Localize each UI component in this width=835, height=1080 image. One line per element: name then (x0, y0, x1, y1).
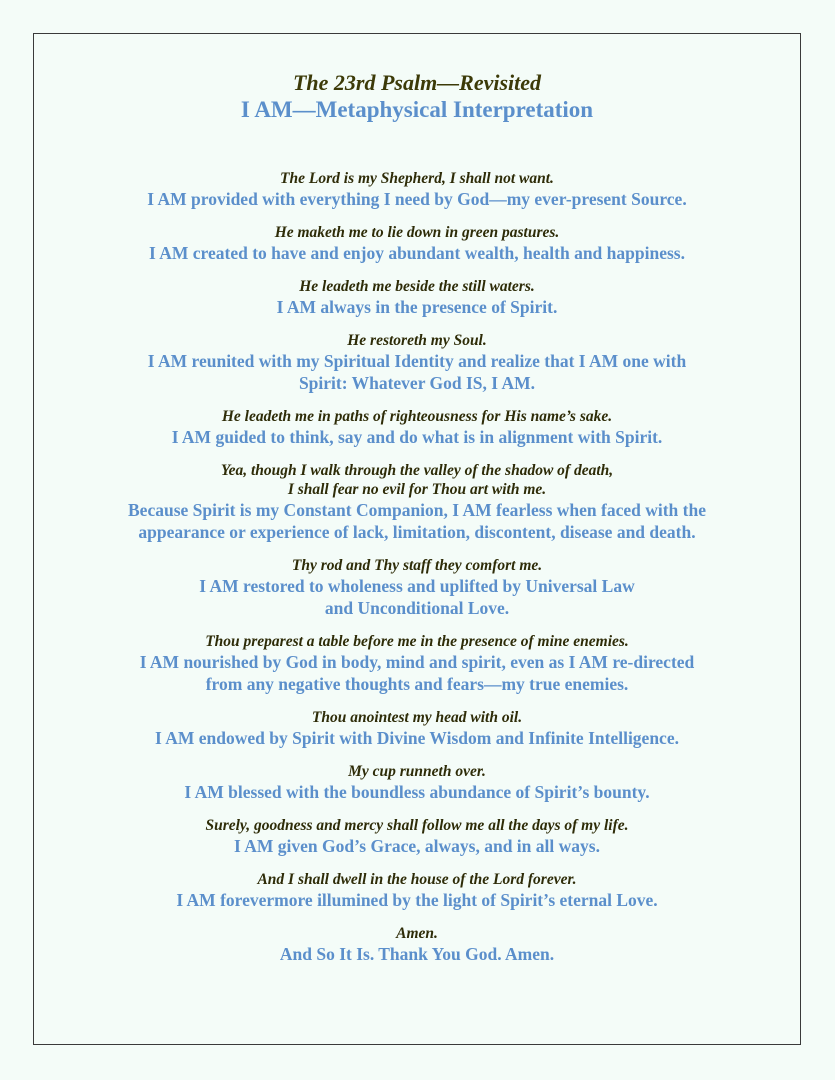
psalm-verse-line: Thou preparest a table before me in the presence of mine enemies. (205, 633, 629, 650)
psalm-verse (33, 407, 801, 426)
affirmation (33, 499, 801, 543)
stanza (33, 331, 801, 394)
psalm-verse (33, 870, 801, 889)
affirmation-line: And So It Is. Thank You God. Amen. (279, 944, 555, 964)
psalm-verse-line: He maketh me to lie down in green pastures. (274, 224, 560, 241)
affirmation-line: Because Spirit is my Constant Companion, I AM fearless when faced with the (128, 500, 706, 520)
affirmation-line: I AM always in the presence of Spirit. (276, 297, 558, 317)
stanza (33, 816, 801, 857)
psalm-verse-line: My cup runneth over. (348, 763, 486, 780)
affirmation-line: I AM reunited with my Spiritual Identity and realize that I AM one with (147, 351, 687, 371)
stanza (33, 223, 801, 264)
psalm-verse-line: Surely, goodness and mercy shall follow me all the days of my life. (205, 817, 629, 834)
affirmation (33, 575, 801, 619)
affirmation (33, 426, 801, 448)
verses-list (33, 169, 801, 978)
psalm-verse (33, 632, 801, 651)
affirmation-line: and Unconditional Love. (324, 598, 510, 618)
page-title: The 23rd Psalm—Revisited (292, 70, 542, 95)
affirmation-line: I AM endowed by Spirit with Divine Wisdom and Infinite Intelligence. (155, 728, 679, 748)
psalm-verse-line: Thou anointest my head with oil. (311, 709, 523, 726)
stanza (33, 169, 801, 210)
psalm-verse-line: Amen. (396, 925, 438, 942)
affirmation-line: from any negative thoughts and fears—my true enemies. (205, 674, 629, 694)
affirmation (33, 651, 801, 695)
psalm-verse (33, 762, 801, 781)
affirmation (33, 835, 801, 857)
affirmation-line: appearance or experience of lack, limitation, discontent, disease and death. (138, 522, 696, 542)
stanza (33, 632, 801, 695)
affirmation (33, 889, 801, 911)
stanza (33, 277, 801, 318)
affirmation (33, 296, 801, 318)
psalm-verse-line: I shall fear no evil for Thou art with me. (287, 481, 547, 498)
stanza (33, 870, 801, 911)
psalm-verse-line: He leadeth me in paths of righteousness for His name’s sake. (221, 408, 613, 425)
psalm-verse (33, 169, 801, 188)
affirmation-line: I AM restored to wholeness and uplifted by Universal Law (199, 576, 635, 596)
affirmation-line: I AM forevermore illumined by the light of Spirit’s eternal Love. (176, 890, 658, 910)
affirmation-line: I AM given God’s Grace, always, and in all ways. (234, 836, 600, 856)
affirmation (33, 188, 801, 210)
psalm-verse (33, 924, 801, 943)
affirmation-line: I AM provided with everything I need by God—my ever-present Source. (147, 189, 687, 209)
psalm-verse (33, 277, 801, 296)
psalm-verse-line: He restoreth my Soul. (347, 332, 487, 349)
psalm-verse-line: He leadeth me beside the still waters. (299, 278, 535, 295)
stanza (33, 461, 801, 543)
stanza (33, 556, 801, 619)
affirmation-line: I AM blessed with the boundless abundance of Spirit’s bounty. (184, 782, 650, 802)
affirmation (33, 943, 801, 965)
affirmation (33, 242, 801, 264)
stanza (33, 407, 801, 448)
psalm-verse (33, 816, 801, 835)
psalm-verse (33, 556, 801, 575)
psalm-verse (33, 708, 801, 727)
psalm-verse-line: Yea, though I walk through the valley of the shadow of death, (220, 462, 614, 479)
stanza (33, 708, 801, 749)
psalm-verse (33, 461, 801, 499)
affirmation-line: I AM created to have and enjoy abundant wealth, health and happiness. (149, 243, 685, 263)
psalm-verse-line: The Lord is my Shepherd, I shall not want. (280, 170, 554, 187)
affirmation (33, 350, 801, 394)
affirmation-line: I AM guided to think, say and do what is in alignment with Spirit. (171, 427, 663, 447)
affirmation (33, 727, 801, 749)
affirmation-line: Spirit: Whatever God IS, I AM. (298, 373, 536, 393)
affirmation-line: I AM nourished by God in body, mind and spirit, even as I AM re-directed (139, 652, 695, 672)
affirmation (33, 781, 801, 803)
psalm-verse-line: And I shall dwell in the house of the Lord forever. (257, 871, 577, 888)
page-subtitle: I AM—Metaphysical Interpretation (240, 97, 594, 122)
psalm-verse (33, 331, 801, 350)
psalm-verse (33, 223, 801, 242)
psalm-verse-line: Thy rod and Thy staff they comfort me. (291, 557, 543, 574)
stanza (33, 762, 801, 803)
stanza (33, 924, 801, 965)
